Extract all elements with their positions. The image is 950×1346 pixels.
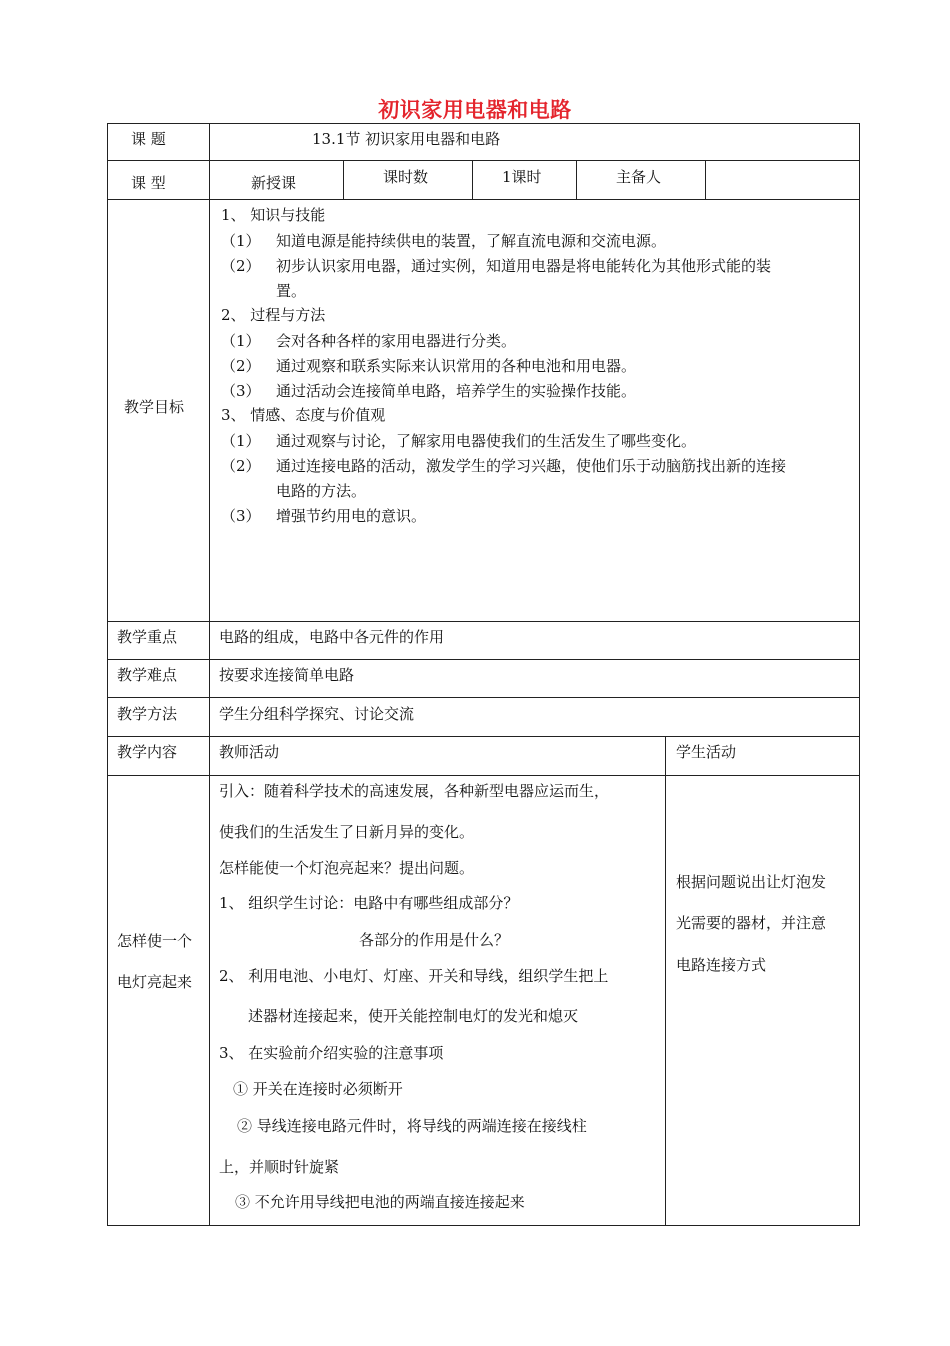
teacher-line: ① 开关在连接时必须断开 xyxy=(233,1080,403,1098)
topic-value: 13.1节 初识家用电器和电路 xyxy=(312,130,501,148)
teacher-line: 引入：随着科学技术的高速发展，各种新型电器应运而生， xyxy=(219,782,610,800)
teacher-line: 3、 在实验前介绍实验的注意事项 xyxy=(219,1044,444,1062)
type-label: 课 型 xyxy=(131,174,166,192)
hours-label: 课时数 xyxy=(383,168,429,186)
teacher-line: 怎样能使一个灯泡亮起来？提出问题。 xyxy=(219,859,475,877)
key-points-label: 教学重点 xyxy=(117,628,178,646)
preparer-label: 主备人 xyxy=(616,168,662,186)
content-label: 教学内容 xyxy=(117,743,178,761)
difficulties-label: 教学难点 xyxy=(117,666,178,684)
section-label-line-2: 电灯亮起来 xyxy=(117,973,193,991)
teacher-line: ③ 不允许用导线把电池的两端直接连接起来 xyxy=(235,1193,525,1211)
topic-label: 课 题 xyxy=(131,130,166,148)
key-points-value: 电路的组成，电路中各元件的作用 xyxy=(219,628,445,646)
teacher-line: 各部分的作用是什么？ xyxy=(359,931,510,949)
teacher-line: ② 导线连接电路元件时，将导线的两端连接在接线柱 xyxy=(237,1117,587,1135)
hours-value: 1课时 xyxy=(502,168,542,186)
type-value: 新授课 xyxy=(251,174,297,192)
student-activity-header: 学生活动 xyxy=(676,743,737,761)
student-line: 电路连接方式 xyxy=(676,956,767,974)
difficulties-value: 按要求连接简单电路 xyxy=(219,666,355,684)
objectives-label: 教学目标 xyxy=(124,398,185,416)
teacher-line: 上，并顺时针旋紧 xyxy=(219,1158,340,1176)
teacher-activity-header: 教师活动 xyxy=(219,743,280,761)
teacher-line: 述器材连接起来，使开关能控制电灯的发光和熄灭 xyxy=(248,1007,579,1025)
methods-label: 教学方法 xyxy=(117,705,178,723)
student-line: 根据问题说出让灯泡发 xyxy=(676,873,827,891)
teacher-line: 使我们的生活发生了日新月异的变化。 xyxy=(219,823,475,841)
student-line: 光需要的器材，并注意 xyxy=(676,914,827,932)
section-label-line-1: 怎样使一个 xyxy=(117,932,193,950)
methods-value: 学生分组科学探究、讨论交流 xyxy=(219,705,415,723)
document-title: 初识家用电器和电路 xyxy=(378,97,572,122)
teacher-line: 1、 组织学生讨论：电路中有哪些组成部分？ xyxy=(219,894,519,912)
teacher-line: 2、 利用电池、小电灯、灯座、开关和导线，组织学生把上 xyxy=(219,967,609,985)
